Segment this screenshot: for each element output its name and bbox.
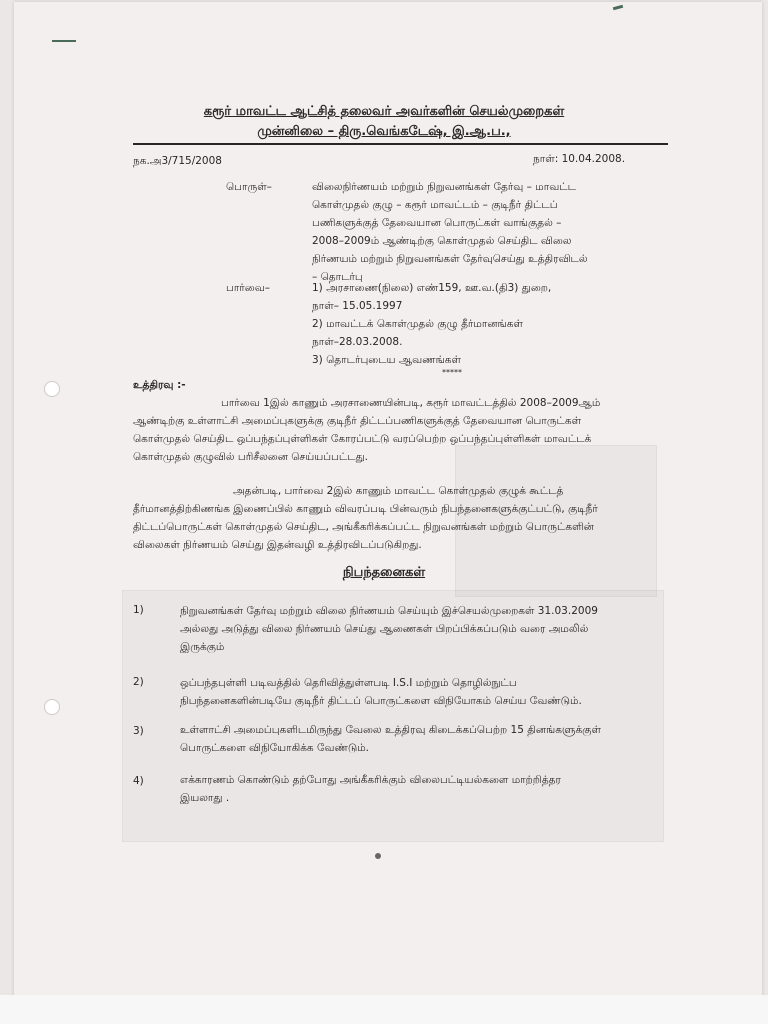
scan-bottom-margin [0, 995, 768, 1024]
condition-text [180, 674, 664, 710]
condition-text [180, 602, 664, 656]
paragraph-line: தீர்மானத்திற்கிணங்க இணைப்பில் காணும் விவரப்படி பின்வரும் நிபந்தனைகளுக்குட்பட்டு, குடிநீர் [133, 503, 598, 515]
condition-line: இருக்கும் [180, 641, 225, 653]
header-rule [133, 143, 668, 145]
paragraph-line: விலைகள் நிர்ணயம் செய்து இதன்வழி உத்திரவிடப்படுகிறது. [133, 539, 422, 551]
order-label: உத்திரவு :- [133, 379, 186, 391]
presided-by-line: முன்னிலை – திரு.வெங்கடேஷ், இ.ஆ.ப., [257, 124, 511, 139]
punch-hole-top [44, 381, 60, 397]
condition-text [180, 771, 664, 807]
condition-text [180, 721, 664, 757]
condition-line: பொருட்களை விநியோகிக்க வேண்டும். [180, 742, 370, 754]
paragraph-line: பார்வை 1இல் காணும் அரசாணையின்படி, கரூர் மாவட்டத்தில் 2008–2009ஆம் [221, 397, 601, 409]
subject-line: பணிகளுக்குத் தேவையான பொருட்கள் வாங்குதல் – [312, 217, 562, 229]
condition-number: 3) [133, 725, 144, 737]
condition-number: 1) [133, 604, 144, 616]
order-paragraph-2 [133, 482, 663, 554]
order-date: நாள்: 10.04.2008. [533, 153, 626, 165]
references-label: பார்வை– [226, 282, 271, 294]
subject-line: நிர்ணயம் மற்றும் நிறுவனங்கள் தேர்வுசெய்து உத்திரவிடல் [312, 253, 588, 265]
document-title: கரூர் மாவட்ட ஆட்சித் தலைவர் அவர்களின் செயல்முறைகள் [203, 104, 565, 119]
subject-text [312, 178, 662, 286]
subject-line: கொள்முதல் குழு – கரூர் மாவட்டம் – குடிநீர் திட்டப் [312, 199, 558, 211]
reference-number: நக.அ3/715/2008 [133, 155, 222, 167]
paragraph-line: திட்டப்பொருட்கள் கொள்முதல் செய்திட, அங்கீகரிக்கப்பட்ட நிறுவனங்கள் மற்றும் பொருட்களின் [133, 521, 594, 533]
references-text [312, 279, 662, 369]
subject-line: விலைநிர்ணயம் மற்றும் நிறுவனங்கள் தேர்வு – மாவட்ட [312, 181, 576, 193]
condition-line: நிறுவனங்கள் தேர்வு மற்றும் விலை நிர்ணயம் செய்யும் இச்செயல்முறைகள் 31.03.2009 [180, 605, 598, 617]
punch-hole-bottom [44, 699, 60, 715]
subject-line: – தொடர்பு [312, 271, 363, 283]
condition-line: ஒப்பந்தபுள்ளி படிவத்தில் தெரிவித்துள்ளபடி I.S.I மற்றும் தொழில்நுட்ப [180, 677, 517, 689]
ink-speck [375, 853, 381, 859]
subject-line: 2008–2009ம் ஆண்டிற்கு கொள்முதல் செய்திட விலை [312, 235, 572, 247]
paragraph-line: கொள்முதல் செய்திட ஒப்பந்தப்புள்ளிகள் கோரப்பட்டு வரப்பெற்ற ஒப்பந்தப்புள்ளிகள் மாவட்டக் [133, 433, 592, 445]
order-paragraph-1 [133, 394, 663, 466]
conditions-heading: நிபந்தனைகள் [342, 565, 426, 580]
condition-line: அல்லது அடுத்து விலை நிர்ணயம் செய்து ஆணைகள் பிறப்பிக்கப்படும் வரை அமலில் [180, 623, 589, 635]
paragraph-line: ஆண்டிற்கு உள்ளாட்சி அமைப்புகளுக்கு குடிநீர் திட்டப்பணிகளுக்குத் தேவையான பொருட்கள் [133, 415, 582, 427]
subject-label: பொருள்– [226, 181, 272, 193]
condition-number: 2) [133, 676, 144, 688]
condition-number: 4) [133, 775, 144, 787]
condition-line: எக்காரணம் கொண்டும் தற்போது அங்கீகரிக்கும் விலைபட்டியல்களை மாற்றித்தர [180, 774, 561, 786]
pen-mark [52, 40, 76, 42]
reference-line: 3) தொடர்புடைய ஆவணங்கள் [312, 354, 461, 366]
paragraph-line: கொள்முதல் குழுவில் பரிசீலனை செய்யப்பட்டது. [133, 451, 369, 463]
condition-line: நிபந்தனைகளின்படியே குடிநீர் திட்டப் பொருட்களை விநியோகம் செய்ய வேண்டும். [180, 695, 582, 707]
reference-line: 1) அரசாணை(நிலை) எண்159, ஊ.வ.(தி3) துறை, [312, 282, 552, 294]
stars-separator: ***** [442, 368, 462, 377]
paragraph-line: அதன்படி, பார்வை 2இல் காணும் மாவட்ட கொள்முதல் குழுக் கூட்டத் [233, 485, 564, 497]
condition-line: உள்ளாட்சி அமைப்புகளிடமிருந்து வேலை உத்திரவு கிடைக்கப்பெற்ற 15 தினங்களுக்குள் [180, 724, 601, 736]
reference-line: 2) மாவட்டக் கொள்முதல் குழு தீர்மானங்கள் [312, 318, 523, 330]
reference-line: நாள்–28.03.2008. [312, 336, 403, 348]
condition-line: இயலாது . [180, 792, 230, 804]
reference-line: நாள்– 15.05.1997 [312, 300, 403, 312]
